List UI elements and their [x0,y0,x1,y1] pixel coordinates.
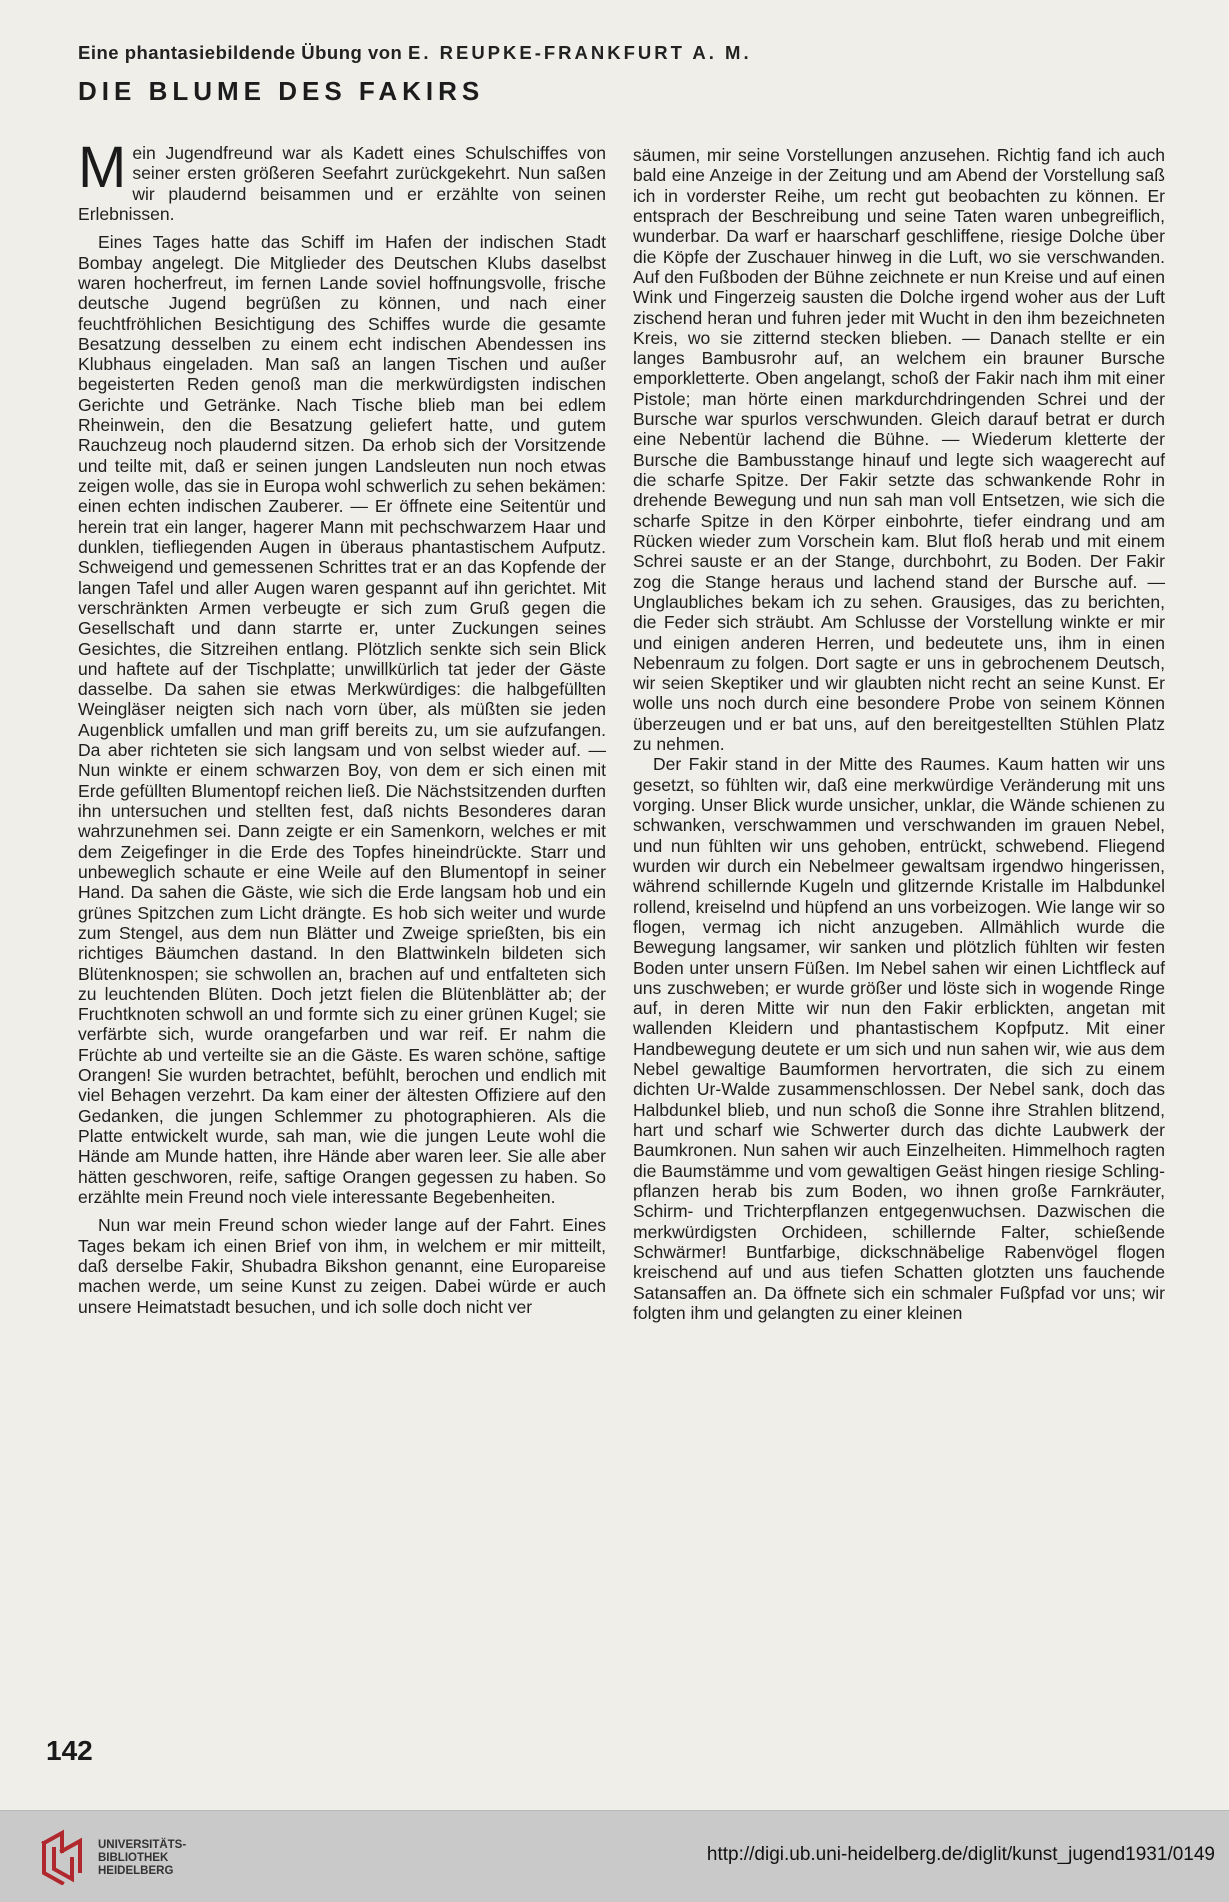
page-number: 142 [46,1735,93,1766]
drop-cap: M [78,135,127,200]
article-title: DIE BLUME DES FAKIRS [78,76,485,106]
kicker-text: Eine phantasiebildende Übung von [78,42,403,63]
footer-bar [0,1810,1229,1902]
article-kicker [78,42,752,64]
author-name: E. REUPKE-FRANKFURT A. M. [408,42,752,63]
paragraph-text: ein Jugendfreund war als Kadett eines Schulschiffes von seiner ersten größeren Seefahrt zurückgekehrt. Nun saßen wir plaudernd beisammen und er erzählte von seinen Erlebnissen. [78,143,606,224]
institution-line: UNIVERSITÄTS- [98,1839,187,1851]
left-column [78,135,606,1713]
right-paragraph: Der Fakir stand in der Mitte des Raumes. Kaum hatten wir uns gesetzt, so fühlten wir, daß eine merkwürdige Veränderung mit uns vorging. Unser Blick wurde unsicher, unklar, die Wände schienen zu schwanken, verschwammen und verschwanden im grauen Nebel, und nun fühlten wir uns gehoben, entrückt, schwebend. Fliegend wurden wir durch ein Nebelmeer gewaltsam irgendwo hingerissen, während schillernde Kugeln und glitzernde Kristalle im Halbdunkel rollend, kreiselnd und hüpfend an uns vorbeizogen. Wie lange wir so flogen, vermag ich nicht anzugeben. Allmählich wurde die Bewegung langsamer, wir sanken und plötzlich fühlten wir festen Boden unter unsern Füßen. Im Nebel sahen wir einen Lichtfleck auf uns zuschweben; er wurde größer und löste sich in wogende Ringe auf, in deren Mitte wir nun den Fakir erblickten, angetan mit wallenden Kleidern und phantastischem Kopfputz. Mit einer Handbewegung deutete er um sich und nun sahen wir, wie aus dem Nebel gewaltige Baumformen hervortraten, die sich zu einem dichten Ur-Walde zusammenschlossen. Der Nebel sank, doch das Halbdunkel blieb, und nun schoß die Sonne ihre Strahlen blitzend, hart und scharf wie Schwerter durch das dichte Laubwerk der Baumkronen. Nun sahen wir auch Einzelheiten. Himmelhoch ragten die Baumstämme und vom gewaltigen Geäst hingen riesige Schlingpflanzen herab bis zum Boden, wo ihnen große Farnkräuter, Schirm- und Trichterpflanzen entgegenwuchsen. Dazwischen die merkwürdigsten Orchideen, schillernde Falter, schießende Schwärmer! Buntfarbige, dickschnäbelige Rabenvögel flogen kreischend auf und aus tiefen Schatten glotzten uns fauchende Satansaffen an. Da öffnete sich ein schmaler Fußpfad vor uns; wir folgten ihm und gelangten zu einer kleinen [633,754,1165,1323]
left-paragraph: Eines Tages hatte das Schiff im Hafen der indischen Stadt Bombay angelegt. Die Mitglieder des Deutschen Klubs daselbst waren hocherfreut, im fernen Lande soviel hoffnungsvolle, frische deutsche Jugend begrüßen zu können, und nach einer feuchtfröhlichen Besichtigung des Schiffes wurde die gesamte Besatzung desselben zu einem echt indischen Abendessen ins Klubhaus eingeladen. Man saß an langen Tischen und außer begeisterten Reden genoß man die merkwürdigsten indischen Gerichte und Getränke. Nach Tische blieb man bei edlem Rheinwein, den die Besatzung geliefert hatte, und gutem Rauchzeug noch plaudernd sitzen. Da erhob sich der Vorsitzende und teilte mit, daß er seinen jungen Landsleuten nun noch etwas zeigen wolle, das sie in Europa wohl schwerlich zu sehen bekämen: einen echten indischen Zauberer. — Er öffnete eine Seitentür und herein trat ein langer, hagerer Mann mit pechschwarzem Haar und dunklen, tiefliegenden Augen in überaus phantastischem Aufputz. Schweigend und gemessenen Schrittes trat er an das Kopfende der langen Tafel und aller Augen waren gespannt auf ihn gerichtet. Mit verschränkten Armen verbeugte er sich zum Gruß gegen die Gesellschaft und dann starrte er, unter Zuckungen seines Gesichtes, die Sitzreihen entlang. Plötzlich senkte sich sein Blick und haftete auf der Tischplatte; unwillkürlich tat jeder der Gäste dasselbe. Da sahen sie etwas Merkwürdiges: die halbgefüllten Weingläser neigten sich nach vorn über, als müßten sie jeden Augenblick umfallen und man griff bereits zu, um sie aufzufangen. Da aber richteten sie sich langsam und von selbst wieder auf. — Nun winkte er einem schwarzen Boy, von dem er sich einen mit Erde gefüllten Blumentopf reichen ließ. Die Nächstsitzenden durften ihn untersuchen und stellten fest, daß nichts Besonderes daran wahrzunehmen sei. Dann zeigte er ein Samenkorn, welches er mit dem Zeigefinger in die Erde des Topfes hineindrückte. Starr und unbeweglich schaute er eine Weile auf den Blumentopf in seiner Hand. Da sahen die Gäste, wie sich die Erde langsam hob und ein grünes Spitzchen zum Licht drängte. Es hob sich weiter und wurde zum Stengel, aus dem nun Blätter und Zweige sprießten, bis ein richtiges Bäumchen dastand. In den Blattwinkeln bildeten sich Blütenknospen; sie schwollen an, brachen auf und entfalteten sich zu leuchtenden Blüten. Doch jetzt fielen die Blütenblätter ab; der Fruchtknoten schwoll an und formte sich zu einer grünen Kugel; sie verfärbte sich, wurde orangefarben und war reif. Er nahm die Früchte ab und verteilte sie an die Gäste. Es waren schöne, saftige Orangen! Sie wurden betrachtet, befühlt, berochen und endlich mit viel Behagen verzehrt. Da kam einer der ältesten Offiziere auf den Gedanken, die jungen Schlemmer zu photographieren. Als die Platte entwickelt wurde, sah man, wie die jungen Leute wohl die Hände am Munde hatten, ihre Hände aber waren leer. Sie alle aber hätten geschworen, reife, saftige Orangen gegessen zu haben. So erzählte mein Freund noch viele interessante Begebenheiten. [78,232,606,1207]
right-column [633,145,1165,1715]
institution-line: HEIDELBERG [98,1865,174,1877]
left-paragraph: Nun war mein Freund schon wieder lange auf der Fahrt. Eines Tages bekam ich einen Brief von ihm, in welchem er mir mitteilt, daß derselbe Fakir, Shubadra Bikshon genannt, eine Europareise machen werde, um seine Kunst zu zeigen. Dabei würde er auch unsere Heimatstadt besuchen, und ich solle doch nicht ver [78,1215,606,1317]
left-paragraph [78,135,606,224]
institution-line: BIBLIOTHEK [98,1852,169,1864]
institution-name[interactable] [98,1839,186,1878]
source-url-link[interactable]: http://digi.ub.uni-heidelberg.de/diglit/kunst_jugend1931/0149 [706,1844,1215,1865]
ub-heidelberg-logo-icon[interactable] [34,1829,90,1885]
right-paragraph: säumen, mir seine Vorstellungen anzusehen. Richtig fand ich auch bald eine Anzeige in der Zeitung und am Abend der Vorstellung saß ich in vorderster Reihe, um recht gut beobachten zu können. Er entsprach der Beschreibung und seine Taten waren unbegreiflich, wunderbar. Da warf er haarscharf geschliffene, riesige Dolche über die Köpfe der Zuschauer hinweg in die Luft, wo sie verschwanden. Auf den Fußboden der Bühne zeichnete er nun Kreise und auf einen Wink und Fingerzeig sausten die Dolche irgend woher aus der Luft zischend heran und fuhren jeder mit Wucht in den ihm bezeichneten Kreis, wo sie zitternd stecken blieben. — Danach stellte er ein langes Bambusrohr auf, an welchem ein brauner Bursche emporkletterte. Oben angelangt, schoß der Fakir nach ihm mit einer Pistole; man hörte einen markdurchdringenden Schrei und der Bursche war spurlos verschwunden. Gleich darauf betrat er durch eine Nebentür lachend die Bühne. — Wiederum kletterte der Bursche die Bambusstange hinauf und legte sich waagerecht auf die scharfe Spitze. Der Fakir setzte das schwankende Rohr in drehende Bewegung und nun sah man voll Entsetzen, wie sich die scharfe Spitze in den Körper einbohrte, tiefer eindrang und am Rücken wieder zum Vorschein kam. Blut floß herab und mit einem Schrei sauste er an der Stange, durchbohrt, zu Boden. Der Fakir zog die Stange heraus und lachend stand der Bursche auf. — Unglaubliches bekam ich zu sehen. Grausiges, das zu berichten, die Feder sich sträubt. Am Schlusse der Vorstellung winkte er mir und einigen anderen Herren, und bedeutete uns, ihm in einen Nebenraum zu folgen. Dort sagte er uns in gebrochenem Deutsch, wir seien Skeptiker und wir glaubten nicht recht an seine Kunst. Er wolle uns noch durch eine besondere Probe von seinem Können überzeugen und er bat uns, auf den bereitgestellten Stühlen Platz zu nehmen. [633,145,1165,755]
